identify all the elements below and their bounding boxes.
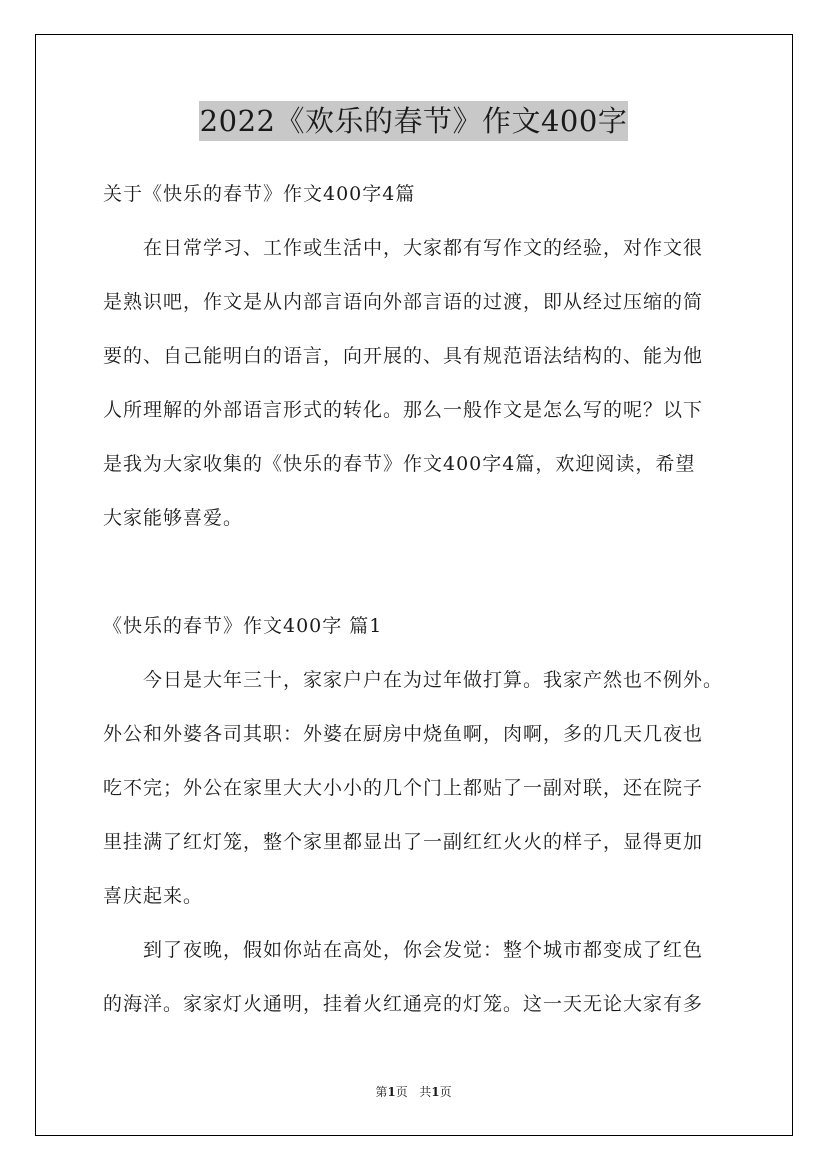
intro-line: 大家能够喜爱。 [103,507,244,529]
title-container [0,101,827,141]
section-heading: 《快乐的春节》作文400字 篇1 [103,615,383,637]
page-suffix: 页 [395,1085,408,1099]
paragraph-line: 今日是大年三十，家家户户在为过年做打算。我家产然也不例外。 [103,669,724,691]
paragraph-line: 到了夜晚，假如你站在高处，你会发觉：整个城市都变成了红色 [103,939,704,961]
paragraph-line: 的海洋。家家灯火通明，挂着火红通亮的灯笼。这一天无论大家有多 [103,993,704,1015]
paragraph-line: 外公和外婆各司其职：外婆在厨房中烧鱼啊，肉啊，多的几天几夜也 [103,723,704,745]
intro-line: 在日常学习、工作或生活中，大家都有写作文的经验，对作文很 [103,237,704,259]
intro-line: 人所理解的外部语言形式的转化。那么一般作文是怎么写的呢？以下 [103,399,704,421]
document-subtitle: 关于《快乐的春节》作文400字4篇 [103,183,416,205]
paragraph-line: 里挂满了红灯笼，整个家里都显出了一副红红火火的样子，显得更加 [103,831,704,853]
page-number: 1 [387,1085,396,1099]
intro-line: 要的、自己能明白的语言，向开展的、具有规范语法结构的、能为他 [103,345,704,367]
document-title: 2022《欢乐的春节》作文400字 [199,101,629,141]
intro-line: 是熟识吧，作文是从内部言语向外部言语的过渡，即从经过压缩的简 [103,291,704,313]
total-number: 1 [431,1085,440,1099]
total-prefix: 共 [419,1085,432,1099]
intro-line: 是我为大家收集的《快乐的春节》作文400字4篇，欢迎阅读，希望 [103,453,696,475]
page-prefix: 第 [375,1085,388,1099]
total-suffix: 页 [439,1085,452,1099]
page-footer [0,1084,827,1100]
paragraph-line: 喜庆起来。 [103,885,204,907]
paragraph-line: 吃不完；外公在家里大大小小的几个门上都贴了一副对联，还在院子 [103,777,704,799]
